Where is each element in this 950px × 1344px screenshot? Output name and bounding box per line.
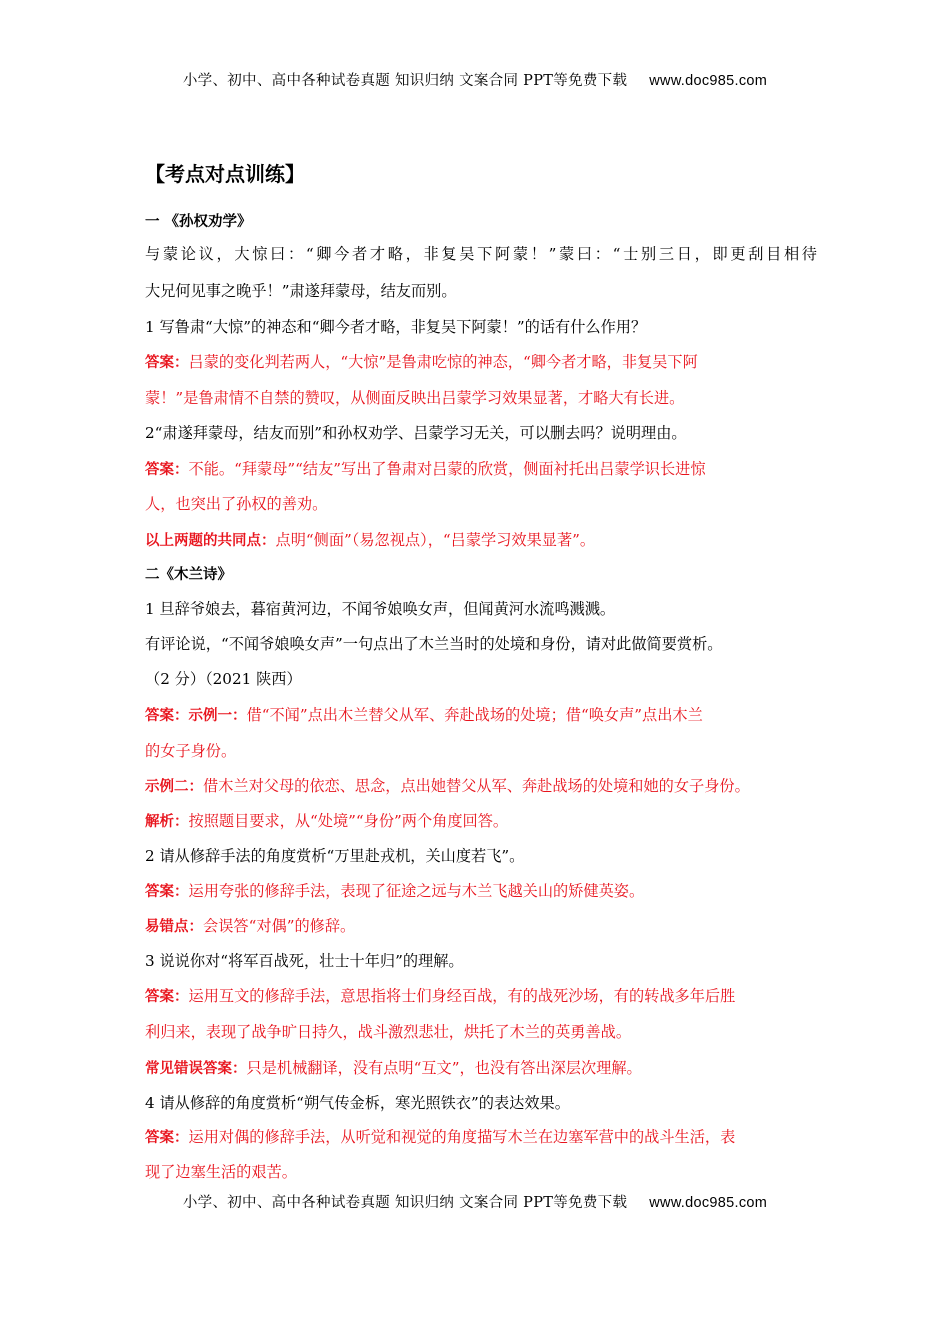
section1-heading: 一 《孙权劝学》 — [145, 214, 252, 230]
common-point-text: 点明“侧面”（易忽视点），“吕蒙学习效果显著”。 — [275, 531, 596, 549]
section2-answer1-line1 — [145, 705, 703, 726]
section1-passage-line2: 大兄何见事之晚乎！”肃遂拜蒙母，结友而别。 — [145, 282, 457, 300]
answer-text: 借“不闻”点出木兰替父从军、奔赴战场的处境；借“唤女声”点出木兰 — [246, 706, 703, 724]
section1-answer1-line2: 蒙！”是鲁肃情不自禁的赞叹，从侧面反映出吕蒙学习效果显著，才略大有长进。 — [145, 389, 685, 407]
header-url[interactable]: www.doc985.com — [649, 73, 768, 89]
section2-analysis — [145, 811, 508, 832]
section2-question2: 2 请从修辞手法的角度赏析“万里赴戎机，关山度若飞”。 — [145, 847, 525, 865]
answer-label: 答案： — [145, 355, 189, 371]
answer-label: 答案：示例一： — [145, 708, 247, 724]
section2-error-point — [145, 916, 355, 937]
page-footer — [0, 1191, 950, 1212]
section2-question3: 3 说说你对“将军百战死，壮士十年归”的理解。 — [145, 952, 464, 970]
section2-answer2 — [145, 881, 644, 902]
section1-answer1-line1 — [145, 352, 698, 373]
answer-label: 答案： — [145, 1130, 189, 1146]
section2-question1-line2: 有评论说，“不闻爷娘唤女声”一句点出了木兰当时的处境和身份，请对此做简要赏析。 — [145, 635, 723, 653]
section1-answer2-line1 — [145, 459, 706, 480]
analysis-label: 解析： — [145, 814, 189, 830]
common-error-label: 常见错误答案： — [145, 1061, 247, 1077]
footer-text: 小学、初中、高中各种试卷真题 知识归纳 文案合同 PPT等免费下载 — [182, 1195, 628, 1211]
section1-question1: 1 写鲁肃“大惊”的神态和“卿今者才略，非复吴下阿蒙！”的话有什么作用？ — [145, 318, 647, 336]
section2-answer4-line2: 现了边塞生活的艰苦。 — [145, 1163, 297, 1181]
common-error-text: 只是机械翻译，没有点明“互文”，也没有答出深层次理解。 — [246, 1059, 642, 1077]
answer-label: 答案： — [145, 989, 189, 1005]
section2-answer4-line1 — [145, 1127, 735, 1148]
answer-text: 吕蒙的变化判若两人，“大惊”是鲁肃吃惊的神态，“卿今者才略，非复吴下阿 — [188, 353, 698, 371]
analysis-text: 按照题目要求，从“处境”“身份”两个角度回答。 — [188, 812, 509, 830]
common-point-label: 以上两题的共同点： — [145, 533, 276, 549]
section2-question1-line3: （2 分）（2021 陕西） — [145, 670, 302, 688]
section1-answer2-line2: 人，也突出了孙权的善劝。 — [145, 495, 328, 513]
example2-text: 借木兰对父母的依恋、思念，点出她替父从军、奔赴战场的处境和她的女子身份。 — [203, 777, 750, 795]
section2-answer1-line2: 的女子身份。 — [145, 742, 237, 760]
section2-question1-line1: 1 旦辞爷娘去，暮宿黄河边，不闻爷娘唤女声，但闻黄河水流鸣溅溅。 — [145, 600, 616, 618]
section2-heading: 二《木兰诗》 — [145, 567, 232, 583]
answer-text: 运用互文的修辞手法，意思指将士们身经百战，有的战死沙场，有的转战多年后胜 — [188, 987, 736, 1005]
section2-answer3-line2: 利归来，表现了战争旷日持久，战斗激烈悲壮，烘托了木兰的英勇善战。 — [145, 1023, 631, 1041]
section2-example2 — [145, 776, 750, 797]
header-text: 小学、初中、高中各种试卷真题 知识归纳 文案合同 PPT等免费下载 — [182, 73, 628, 89]
answer-label: 答案： — [145, 884, 189, 900]
page-header — [0, 69, 950, 90]
answer-text: 不能。“拜蒙母”“结友”写出了鲁肃对吕蒙的欣赏，侧面衬托出吕蒙学识长进惊 — [188, 460, 706, 478]
section2-question4: 4 请从修辞的角度赏析“朔气传金柝，寒光照铁衣”的表达效果。 — [145, 1094, 570, 1112]
page-title: 【考点对点训练】 — [145, 162, 305, 186]
example2-label: 示例二： — [145, 779, 203, 795]
answer-text: 运用夸张的修辞手法，表现了征途之远与木兰飞越关山的矫健英姿。 — [188, 882, 645, 900]
section1-question2: 2“肃遂拜蒙母，结友而别”和孙权劝学、吕蒙学习无关，可以删去吗？说明理由。 — [145, 424, 687, 442]
section2-common-error — [145, 1058, 642, 1079]
answer-label: 答案： — [145, 462, 189, 478]
error-point-label: 易错点： — [145, 919, 203, 935]
footer-url[interactable]: www.doc985.com — [649, 1195, 768, 1211]
answer-text: 运用对偶的修辞手法，从听觉和视觉的角度描写木兰在边塞军营中的战斗生活，表 — [188, 1128, 736, 1146]
section2-answer3-line1 — [145, 986, 735, 1007]
section1-common-point — [145, 530, 595, 551]
error-point-text: 会误答“对偶”的修辞。 — [203, 917, 356, 935]
section1-passage-line1: 与蒙论议，大惊曰：“卿今者才略，非复吴下阿蒙！”蒙曰：“士别三日，即更刮目相待 — [145, 245, 817, 263]
